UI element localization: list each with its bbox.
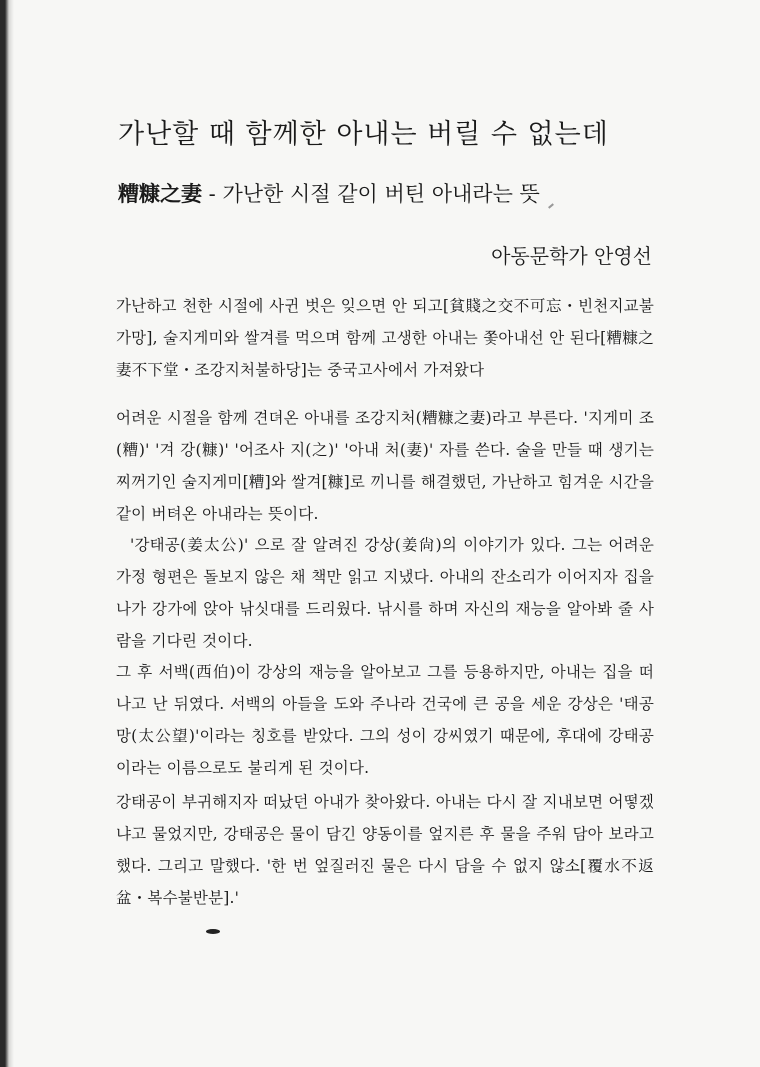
subtitle-hanja: 糟糠之妻 bbox=[118, 181, 202, 206]
article-subtitle bbox=[118, 178, 718, 208]
subtitle-text: - 가난한 시절 같이 버틴 아내라는 뜻 bbox=[202, 182, 540, 206]
article-title: 가난할 때 함께한 아내는 버릴 수 없는데 bbox=[118, 119, 609, 150]
paragraph-1: 가난하고 천한 시절에 사귄 벗은 잊으면 안 되고[貧賤之交不可忘・빈천지교불가망], 술지게미와 쌀겨를 먹으며 함께 고생한 아내는 쫓아내선 안 된다[糟糠之妻不下堂・조강지처불하당]는 중국고사에서 가져왔다 bbox=[116, 297, 654, 379]
paragraph-3: '강태공(姜太公)' 으로 잘 알려진 강상(姜尙)의 이야기가 있다. 그는 어려운 가정 형편은 돌보지 않은 채 책만 읽고 지냈다. 아내의 잔소리가 이어지자 집을 나가 강가에 앉아 낚싯대를 드리웠다. 낚시를 하며 자신의 재능을 알아봐 줄 사람을 기다린 것이다. bbox=[116, 536, 654, 650]
paragraph-5: 강태공이 부귀해지자 떠났던 아내가 찾아왔다. 아내는 다시 잘 지내보면 어떻겠냐고 물었지만, 강태공은 물이 담긴 양동이를 엎지른 후 물을 주워 담아 보라고 했다. 그리고 말했다. '한 번 엎질러진 물은 다시 담을 수 없지 않소[覆水不返盆・복수불반분].' bbox=[116, 793, 654, 907]
author-byline: 아동문학가 안영선 bbox=[491, 244, 652, 268]
paragraph-2: 어려운 시절을 함께 견뎌온 아내를 조강지처(糟糠之妻)라고 부른다. '지게미 조(糟)' '겨 강(糠)' '어조사 지(之)' '아내 처(妻)' 자를 쓴다. 술을 만들 때 생기는 찌꺼기인 술지게미[糟]와 쌀겨[糠]로 끼니를 해결했던, 가난하고 힘겨운 시간을 같이 버텨온 아내라는 뜻이다. bbox=[116, 409, 654, 523]
scan-edge bbox=[0, 0, 14, 1067]
scan-speck bbox=[206, 929, 220, 934]
paragraph-4: 그 후 서백(西伯)이 강상의 재능을 알아보고 그를 등용하지만, 아내는 집을 떠나고 난 뒤였다. 서백의 아들을 도와 주나라 건국에 큰 공을 세운 강상은 '태공망(太公望)'이라는 칭호를 받았다. 그의 성이 강씨였기 때문에, 후대에 강태공이라는 이름으로도 불리게 된 것이다. bbox=[116, 663, 654, 777]
